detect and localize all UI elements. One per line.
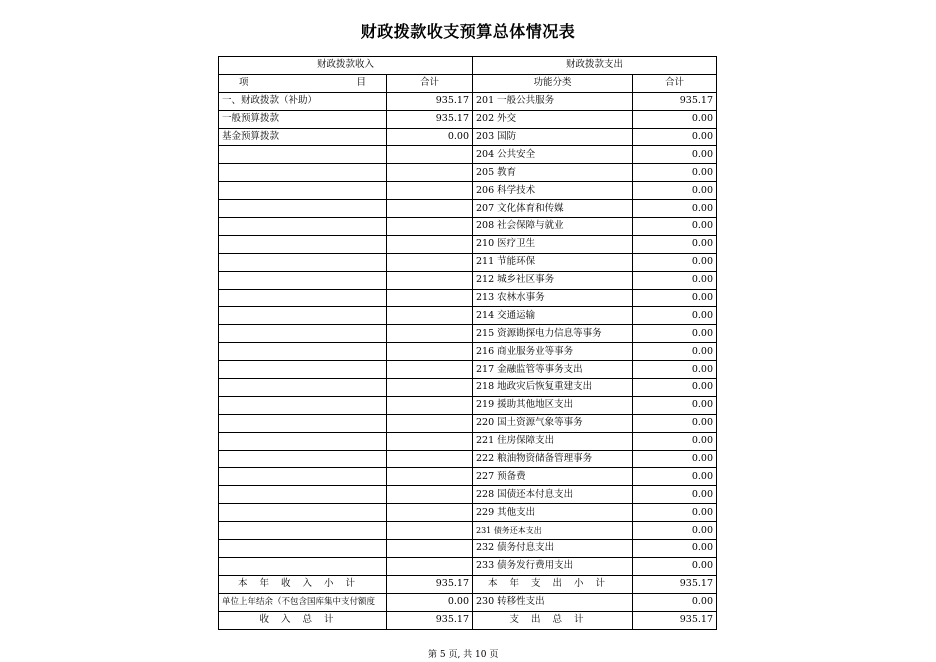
table-row bbox=[219, 468, 717, 486]
income-value-cell bbox=[387, 343, 473, 361]
table-row bbox=[219, 110, 717, 128]
income-label-cell: 单位上年结余（不包含国库集中支付额度 bbox=[219, 593, 387, 611]
income-label-cell bbox=[219, 414, 387, 432]
income-label-cell: 一般预算拨款 bbox=[219, 110, 387, 128]
income-value-cell bbox=[387, 307, 473, 325]
table-row bbox=[219, 343, 717, 361]
col-total2-header: 合计 bbox=[633, 74, 717, 92]
expense-label-cell: 212 城乡社区事务 bbox=[473, 271, 633, 289]
expense-label-cell: 208 社会保障与就业 bbox=[473, 218, 633, 236]
expense-value-cell: 0.00 bbox=[633, 557, 717, 575]
expense-group-header: 财政拨款支出 bbox=[473, 57, 717, 75]
income-label-cell bbox=[219, 253, 387, 271]
expense-value-cell: 0.00 bbox=[633, 164, 717, 182]
income-value-cell bbox=[387, 540, 473, 558]
table-row bbox=[219, 200, 717, 218]
income-value-cell: 0.00 bbox=[387, 593, 473, 611]
income-label-cell bbox=[219, 450, 387, 468]
expense-label-cell: 206 科学技术 bbox=[473, 182, 633, 200]
income-value-cell bbox=[387, 235, 473, 253]
expense-value-cell: 0.00 bbox=[633, 396, 717, 414]
table-row bbox=[219, 289, 717, 307]
expense-value-cell: 935.17 bbox=[633, 575, 717, 593]
expense-label-cell: 227 预备费 bbox=[473, 468, 633, 486]
income-value-cell: 935.17 bbox=[387, 110, 473, 128]
table-row bbox=[219, 92, 717, 110]
table-row bbox=[219, 164, 717, 182]
table-row bbox=[219, 504, 717, 522]
expense-value-cell: 935.17 bbox=[633, 92, 717, 110]
expense-label-cell: 229 其他支出 bbox=[473, 504, 633, 522]
expense-value-cell: 0.00 bbox=[633, 593, 717, 611]
column-header-row bbox=[219, 74, 717, 92]
income-value-cell bbox=[387, 557, 473, 575]
expense-value-cell: 0.00 bbox=[633, 522, 717, 540]
table-row bbox=[219, 432, 717, 450]
income-label-cell bbox=[219, 235, 387, 253]
income-value-cell bbox=[387, 379, 473, 397]
expense-label-cell: 218 地政灾后恢复重建支出 bbox=[473, 379, 633, 397]
table-row bbox=[219, 396, 717, 414]
income-value-cell bbox=[387, 271, 473, 289]
income-label-cell bbox=[219, 540, 387, 558]
expense-label-cell: 211 节能环保 bbox=[473, 253, 633, 271]
income-label-cell bbox=[219, 307, 387, 325]
income-group-header: 财政拨款收入 bbox=[219, 57, 473, 75]
income-value-cell bbox=[387, 164, 473, 182]
expense-label-cell: 207 文化体育和传媒 bbox=[473, 200, 633, 218]
income-value-cell bbox=[387, 522, 473, 540]
table-row bbox=[219, 218, 717, 236]
expense-label-cell: 支出总计 bbox=[473, 611, 633, 629]
table-row bbox=[219, 540, 717, 558]
expense-value-cell: 0.00 bbox=[633, 146, 717, 164]
income-label-cell bbox=[219, 271, 387, 289]
expense-value-cell: 0.00 bbox=[633, 182, 717, 200]
budget-table bbox=[218, 56, 717, 630]
income-label-cell bbox=[219, 182, 387, 200]
income-value-cell bbox=[387, 325, 473, 343]
expense-value-cell: 0.00 bbox=[633, 128, 717, 146]
expense-value-cell: 0.00 bbox=[633, 450, 717, 468]
income-label-cell bbox=[219, 486, 387, 504]
table-row bbox=[219, 522, 717, 540]
table-row bbox=[219, 486, 717, 504]
expense-label-cell: 214 交通运输 bbox=[473, 307, 633, 325]
income-label-cell: 一、财政拨款（补助） bbox=[219, 92, 387, 110]
col-category-header: 功能分类 bbox=[473, 74, 633, 92]
expense-value-cell: 0.00 bbox=[633, 218, 717, 236]
income-value-cell: 935.17 bbox=[387, 611, 473, 629]
income-label-cell bbox=[219, 379, 387, 397]
income-value-cell bbox=[387, 414, 473, 432]
col-item-end: 目 bbox=[356, 77, 366, 89]
table-row bbox=[219, 414, 717, 432]
page-footer: 第 5 页, 共 10 页 bbox=[428, 650, 499, 660]
income-label-cell bbox=[219, 361, 387, 379]
income-label-cell bbox=[219, 468, 387, 486]
table-row bbox=[219, 307, 717, 325]
expense-label-cell: 220 国土资源气象等事务 bbox=[473, 414, 633, 432]
expense-label-cell: 233 债务发行费用支出 bbox=[473, 557, 633, 575]
income-value-cell bbox=[387, 450, 473, 468]
expense-value-cell: 0.00 bbox=[633, 271, 717, 289]
income-value-cell bbox=[387, 432, 473, 450]
income-value-cell: 0.00 bbox=[387, 128, 473, 146]
income-value-cell bbox=[387, 361, 473, 379]
income-value-cell bbox=[387, 146, 473, 164]
table-row bbox=[219, 128, 717, 146]
income-label-cell bbox=[219, 164, 387, 182]
income-label-cell bbox=[219, 289, 387, 307]
expense-label-cell: 215 资源勘探电力信息等事务 bbox=[473, 325, 633, 343]
income-label-cell bbox=[219, 325, 387, 343]
income-value-cell: 935.17 bbox=[387, 575, 473, 593]
expense-label-cell: 本年支出小计 bbox=[473, 575, 633, 593]
expense-value-cell: 0.00 bbox=[633, 486, 717, 504]
expense-label-cell: 213 农林水事务 bbox=[473, 289, 633, 307]
income-value-cell bbox=[387, 396, 473, 414]
expense-label-cell: 205 教育 bbox=[473, 164, 633, 182]
expense-value-cell: 0.00 bbox=[633, 110, 717, 128]
expense-value-cell: 0.00 bbox=[633, 432, 717, 450]
expense-label-cell: 219 援助其他地区支出 bbox=[473, 396, 633, 414]
expense-value-cell: 0.00 bbox=[633, 504, 717, 522]
table-row bbox=[219, 182, 717, 200]
expense-label-cell: 228 国债还本付息支出 bbox=[473, 486, 633, 504]
income-label-cell bbox=[219, 557, 387, 575]
expense-label-cell: 202 外交 bbox=[473, 110, 633, 128]
income-label-cell: 本年收入小计 bbox=[219, 575, 387, 593]
expense-value-cell: 0.00 bbox=[633, 361, 717, 379]
income-value-cell bbox=[387, 289, 473, 307]
income-label-cell bbox=[219, 200, 387, 218]
table-row bbox=[219, 379, 717, 397]
income-label-cell bbox=[219, 218, 387, 236]
expense-label-cell: 203 国防 bbox=[473, 128, 633, 146]
expense-value-cell: 0.00 bbox=[633, 414, 717, 432]
income-label-cell bbox=[219, 504, 387, 522]
income-value-cell bbox=[387, 182, 473, 200]
income-label-cell bbox=[219, 522, 387, 540]
table-row bbox=[219, 146, 717, 164]
expense-value-cell: 0.00 bbox=[633, 289, 717, 307]
table-row bbox=[219, 557, 717, 575]
income-value-cell bbox=[387, 504, 473, 522]
income-value-cell bbox=[387, 253, 473, 271]
expense-value-cell: 0.00 bbox=[633, 468, 717, 486]
income-value-cell bbox=[387, 200, 473, 218]
expense-value-cell: 0.00 bbox=[633, 540, 717, 558]
income-value-cell bbox=[387, 218, 473, 236]
group-header-row bbox=[219, 57, 717, 75]
subtotal-row bbox=[219, 575, 717, 593]
expense-label-cell: 216 商业服务业等事务 bbox=[473, 343, 633, 361]
income-value-cell: 935.17 bbox=[387, 92, 473, 110]
income-value-cell bbox=[387, 486, 473, 504]
expense-label-cell: 201 一般公共服务 bbox=[473, 92, 633, 110]
carryover-row bbox=[219, 593, 717, 611]
col-item-header bbox=[219, 74, 387, 92]
expense-label-cell: 221 住房保障支出 bbox=[473, 432, 633, 450]
table-row bbox=[219, 361, 717, 379]
expense-label-cell: 204 公共安全 bbox=[473, 146, 633, 164]
expense-value-cell: 0.00 bbox=[633, 200, 717, 218]
expense-label-cell: 210 医疗卫生 bbox=[473, 235, 633, 253]
income-value-cell bbox=[387, 468, 473, 486]
table-row bbox=[219, 271, 717, 289]
expense-label-cell: 232 债务付息支出 bbox=[473, 540, 633, 558]
expense-value-cell: 0.00 bbox=[633, 307, 717, 325]
total-row bbox=[219, 611, 717, 629]
expense-value-cell: 0.00 bbox=[633, 253, 717, 271]
expense-value-cell: 0.00 bbox=[633, 325, 717, 343]
income-label-cell bbox=[219, 432, 387, 450]
table-row bbox=[219, 235, 717, 253]
expense-value-cell: 0.00 bbox=[633, 235, 717, 253]
expense-value-cell: 0.00 bbox=[633, 343, 717, 361]
col-item-start: 项 bbox=[239, 77, 249, 89]
expense-value-cell: 0.00 bbox=[633, 379, 717, 397]
page-title: 财政拨款收支预算总体情况表 bbox=[360, 22, 576, 41]
col-total-header: 合计 bbox=[387, 74, 473, 92]
table-row bbox=[219, 450, 717, 468]
expense-value-cell: 935.17 bbox=[633, 611, 717, 629]
table-row bbox=[219, 253, 717, 271]
income-label-cell bbox=[219, 343, 387, 361]
expense-label-cell: 222 粮油物资储备管理事务 bbox=[473, 450, 633, 468]
table-row bbox=[219, 325, 717, 343]
income-label-cell: 基金预算拨款 bbox=[219, 128, 387, 146]
income-label-cell bbox=[219, 146, 387, 164]
income-label-cell bbox=[219, 396, 387, 414]
expense-label-cell: 217 金融监管等事务支出 bbox=[473, 361, 633, 379]
income-label-cell: 收入总计 bbox=[219, 611, 387, 629]
expense-label-cell: 231 债务还本支出 bbox=[473, 522, 633, 540]
expense-label-cell: 230 转移性支出 bbox=[473, 593, 633, 611]
